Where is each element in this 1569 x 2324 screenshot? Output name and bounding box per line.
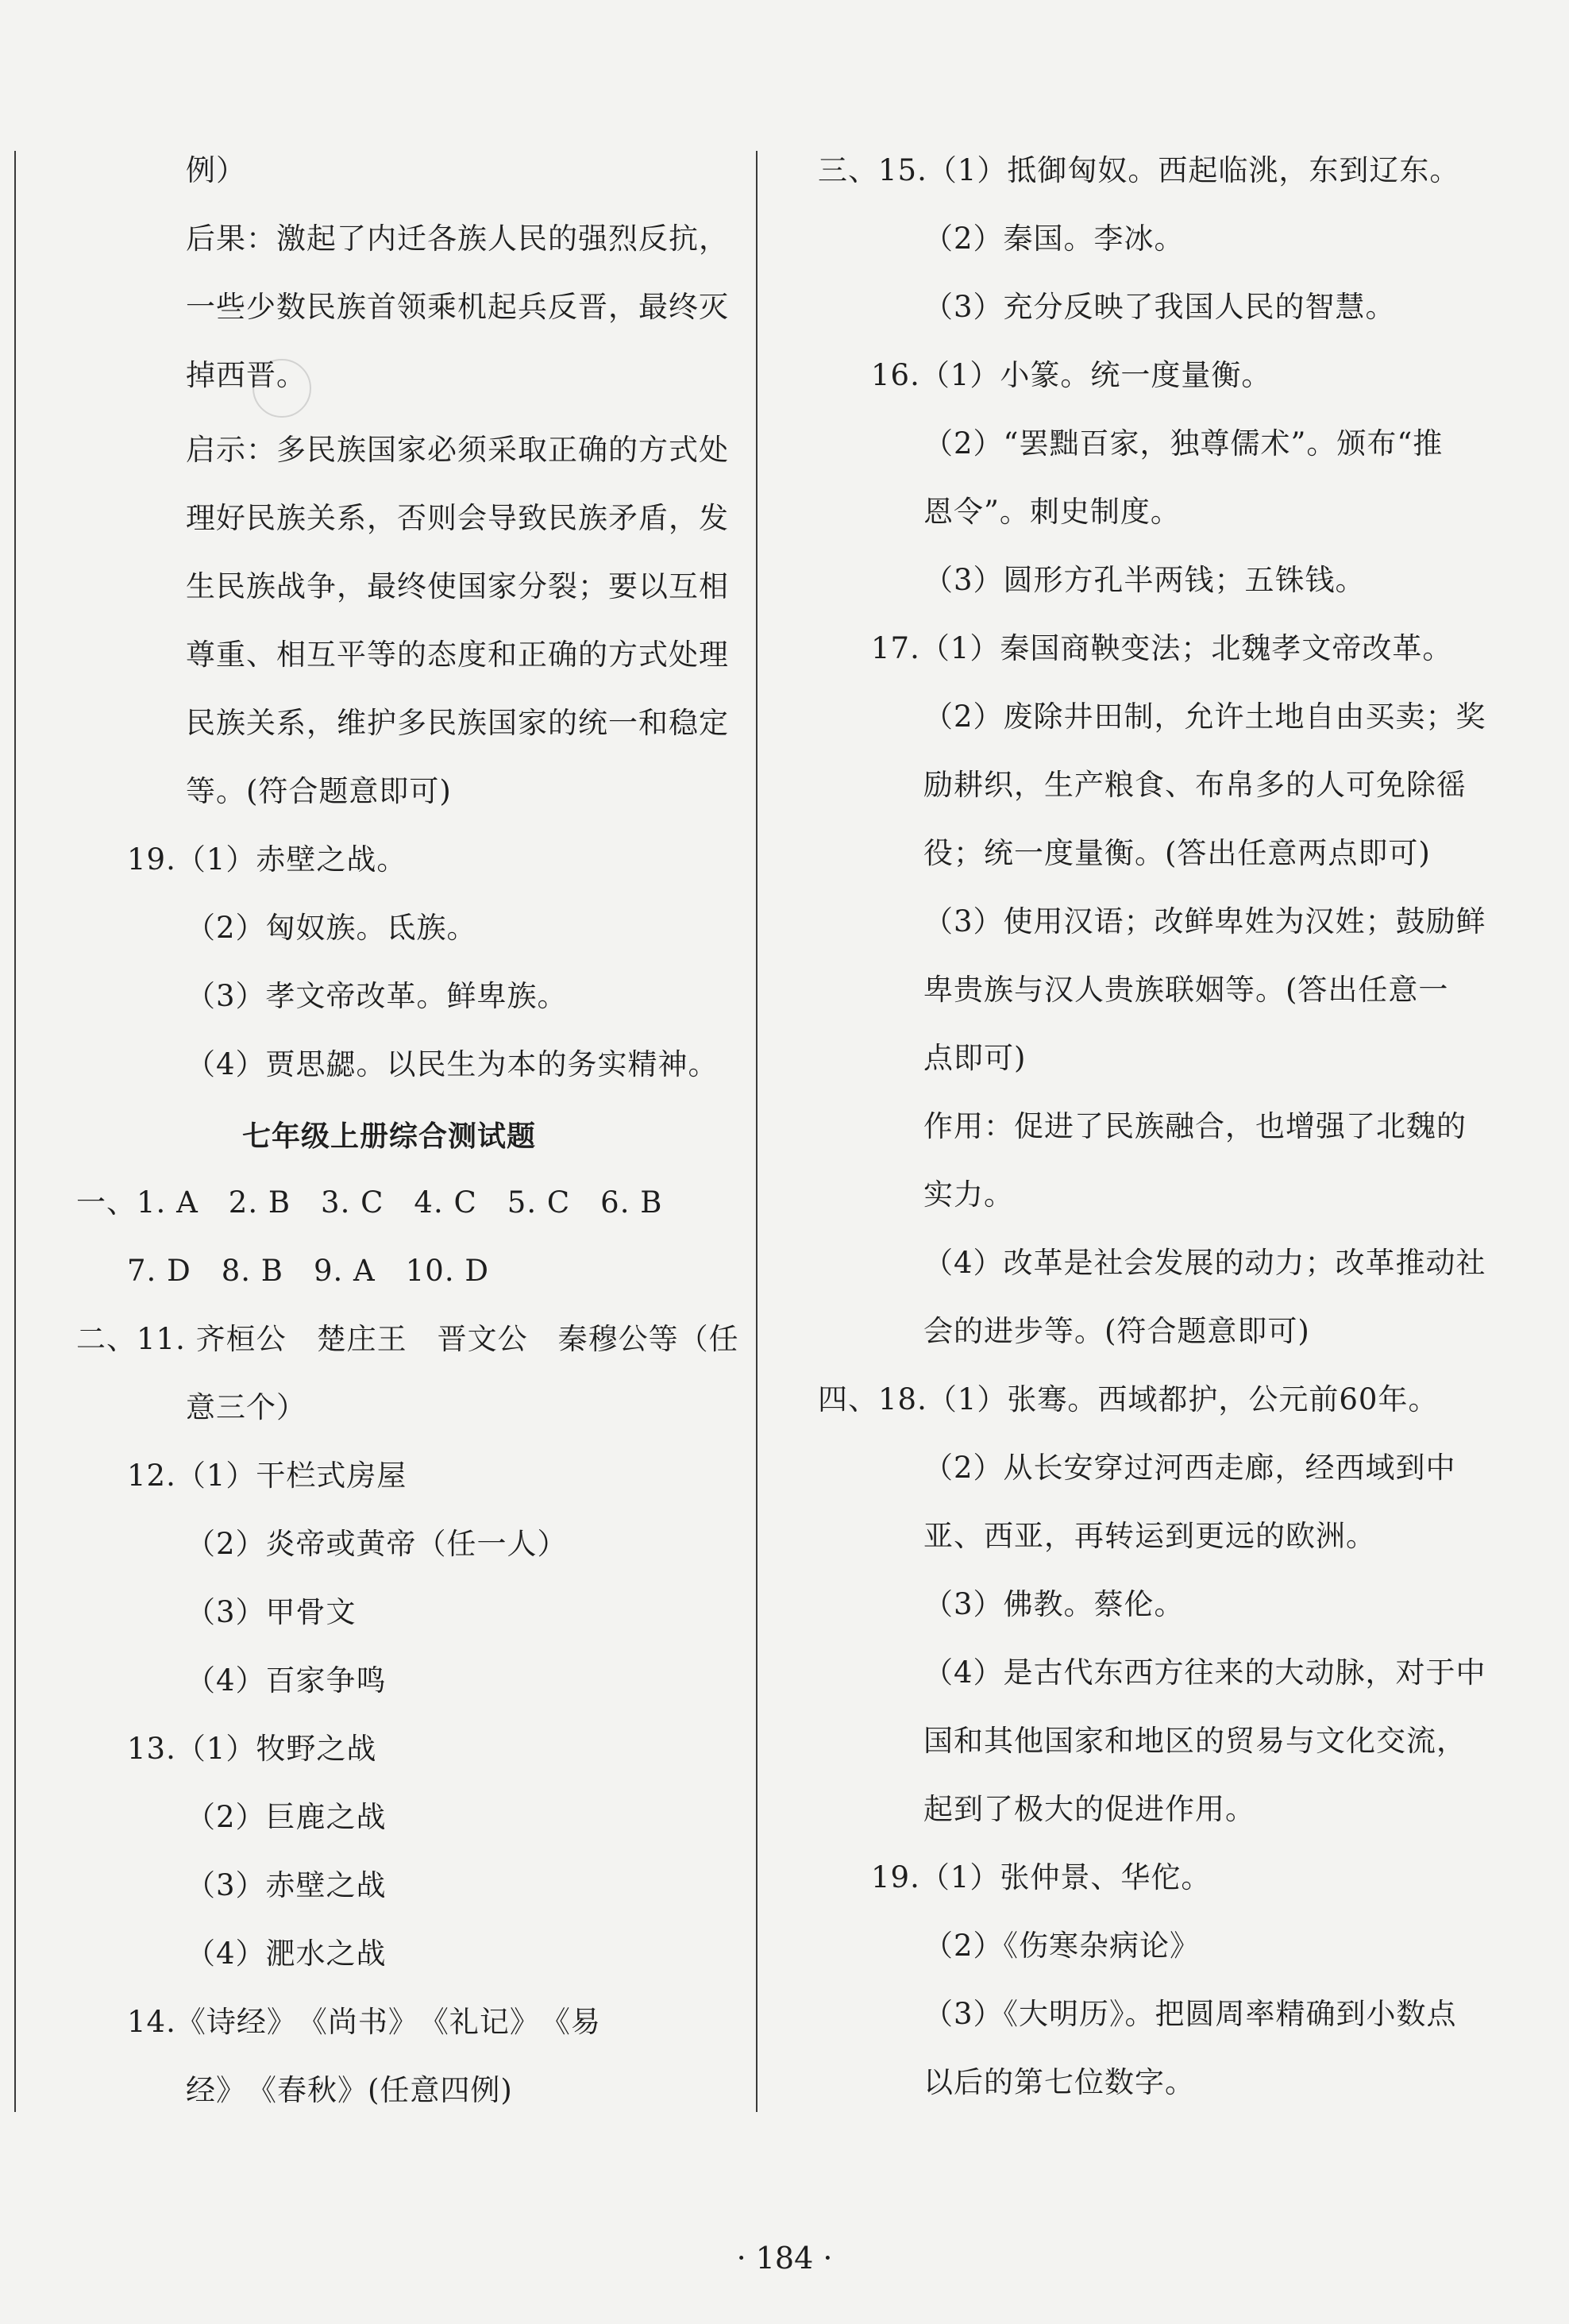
text-line: 点即可) (923, 1041, 1027, 1075)
text-line: （2）匈奴族。氐族。 (186, 911, 477, 945)
text-line: （3）充分反映了我国人民的智慧。 (923, 290, 1396, 324)
question-line: 三、15.（1）抵御匈奴。西起临洮，东到辽东。 (818, 153, 1460, 187)
text-line: 生民族战争，最终使国家分裂；要以互相 (186, 569, 729, 603)
question-line: 14.《诗经》 《尚书》 《礼记》 《易 (127, 2005, 601, 2039)
text-line: 经》 《春秋》(任意四例) (186, 2073, 513, 2107)
text-line: 例） (186, 153, 246, 187)
text-line: 民族关系，维护多民族国家的统一和稳定 (186, 706, 729, 740)
text-line: （3）圆形方孔半两钱；五铢钱。 (923, 563, 1366, 597)
text-line: （3）甲骨文 (186, 1595, 357, 1629)
text-line: 后果：激起了内迁各族人民的强烈反抗， (186, 222, 729, 256)
question-line: 17.（1）秦国商鞅变法；北魏孝文帝改革。 (871, 631, 1453, 665)
text-line: 起到了极大的促进作用。 (923, 1792, 1255, 1826)
text-line: （4）是古代东西方往来的大动脉，对于中 (923, 1655, 1486, 1690)
text-line: （3）赤壁之战 (186, 1868, 387, 1902)
question-line: 四、18.（1）张骞。西域都护，公元前60年。 (818, 1382, 1439, 1416)
text-line: 实力。 (923, 1177, 1014, 1212)
text-line: （2）废除井田制，允许土地自由买卖；奖 (923, 700, 1486, 734)
question-line: 19.（1）张仲景、华佗。 (871, 1860, 1212, 1894)
text-line: （2）“罢黜百家，独尊儒术”。颁布“推 (923, 426, 1444, 461)
text-line: 恩令”。刺史制度。 (923, 495, 1181, 529)
text-line: 等。(符合题意即可) (186, 774, 452, 808)
section-title: 七年级上册综合测试题 (242, 1120, 537, 1153)
question-line: 16.（1）小篆。统一度量衡。 (871, 358, 1272, 392)
question-line: 19.（1）赤壁之战。 (127, 842, 407, 877)
text-line: 卑贵族与汉人贵族联姻等。(答出任意一 (923, 973, 1449, 1007)
question-line: 13.（1）牧野之战 (127, 1732, 377, 1766)
text-line: 掉西晋。 (186, 358, 306, 392)
text-line: （3）《大明历》。把圆周率精确到小数点 (923, 1997, 1457, 2031)
text-line: 一些少数民族首领乘机起兵反晋，最终灭 (186, 290, 729, 324)
text-line: （4）百家争鸣 (186, 1663, 387, 1698)
question-line: 12.（1）干栏式房屋 (127, 1459, 407, 1493)
page-number: · 184 · (736, 2241, 833, 2276)
text-line: （4）改革是社会发展的动力；改革推动社 (923, 1246, 1486, 1280)
text-line: 作用：促进了民族融合，也增强了北魏的 (923, 1109, 1467, 1143)
text-line: 会的进步等。(符合题意即可) (923, 1314, 1310, 1348)
text-line: 7. D 8. B 9. A 10. D (127, 1254, 490, 1288)
question-line: 二、11. 齐桓公 楚庄王 晋文公 秦穆公等（任 (76, 1322, 739, 1356)
text-line: （4）贾思勰。以民生为本的务实精神。 (186, 1047, 719, 1081)
text-line: 尊重、相互平等的态度和正确的方式处理 (186, 638, 729, 672)
text-line: （2）秦国。李冰。 (923, 222, 1185, 256)
text-line: 励耕织，生产粮食、布帛多的人可免除徭 (923, 768, 1467, 802)
text-line: 役；统一度量衡。(答出任意两点即可) (923, 836, 1431, 870)
text-line: 启示：多民族国家必须采取正确的方式处 (186, 433, 729, 467)
text-line: 国和其他国家和地区的贸易与文化交流， (923, 1724, 1467, 1758)
text-line: 理好民族关系，否则会导致民族矛盾，发 (186, 501, 729, 535)
question-line: 一、1. A 2. B 3. C 4. C 5. C 6. B (76, 1185, 663, 1220)
text-line: （2）巨鹿之战 (186, 1800, 387, 1834)
left-margin-rule (14, 151, 16, 2112)
text-line: （2）《伤寒杂病论》 (923, 1929, 1201, 1963)
text-line: （3）使用汉语；改鲜卑姓为汉姓；鼓励鲜 (923, 904, 1486, 938)
text-line: （2）从长安穿过河西走廊，经西域到中 (923, 1451, 1456, 1485)
text-line: （3）孝文帝改革。鲜卑族。 (186, 979, 568, 1013)
text-line: （2）炎帝或黄帝（任一人） (186, 1527, 568, 1561)
text-line: 亚、西亚，再转运到更远的欧洲。 (923, 1519, 1376, 1553)
text-line: 以后的第七位数字。 (923, 2065, 1195, 2099)
text-line: （3）佛教。蔡伦。 (923, 1587, 1185, 1621)
column-divider (756, 151, 758, 2112)
text-line: （4）淝水之战 (186, 1937, 387, 1971)
text-line: 意三个） (186, 1390, 306, 1424)
